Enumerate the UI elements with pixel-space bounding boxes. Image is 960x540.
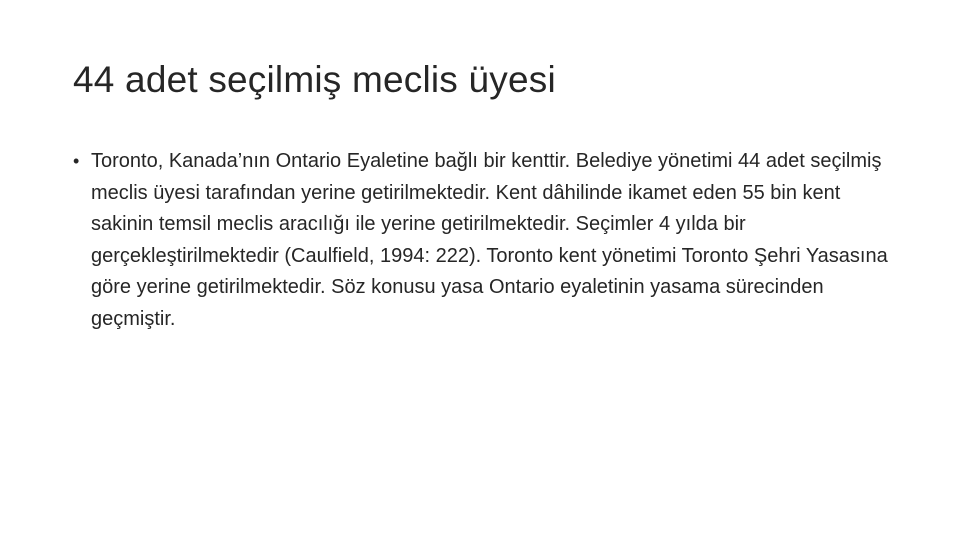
bullet-text: Toronto, Kanada’nın Ontario Eyaletine bağlı bir kenttir. Belediye yönetimi 44 adet seçilmiş meclis üyesi tarafından yerine getirilmektedir. Kent dâhilinde ikamet eden 55 bin kent sakinin temsil meclis aracılığı ile yerine getirilmektedir. Seçimler 4 yılda bir gerçekleştirilmektedir (Caulfield, 1994: 222). Toronto kent yönetimi Toronto Şehri Yasasına göre yerine getirilmektedir. Söz konusu yasa Ontario eyaletinin yasama sürecinden geçmiştir. xyxy=(91,150,888,330)
bullet-icon: • xyxy=(73,151,80,171)
slide-body xyxy=(73,146,903,335)
slide-title: 44 adet seçilmiş meclis üyesi xyxy=(73,59,556,100)
bullet-item xyxy=(73,146,903,335)
